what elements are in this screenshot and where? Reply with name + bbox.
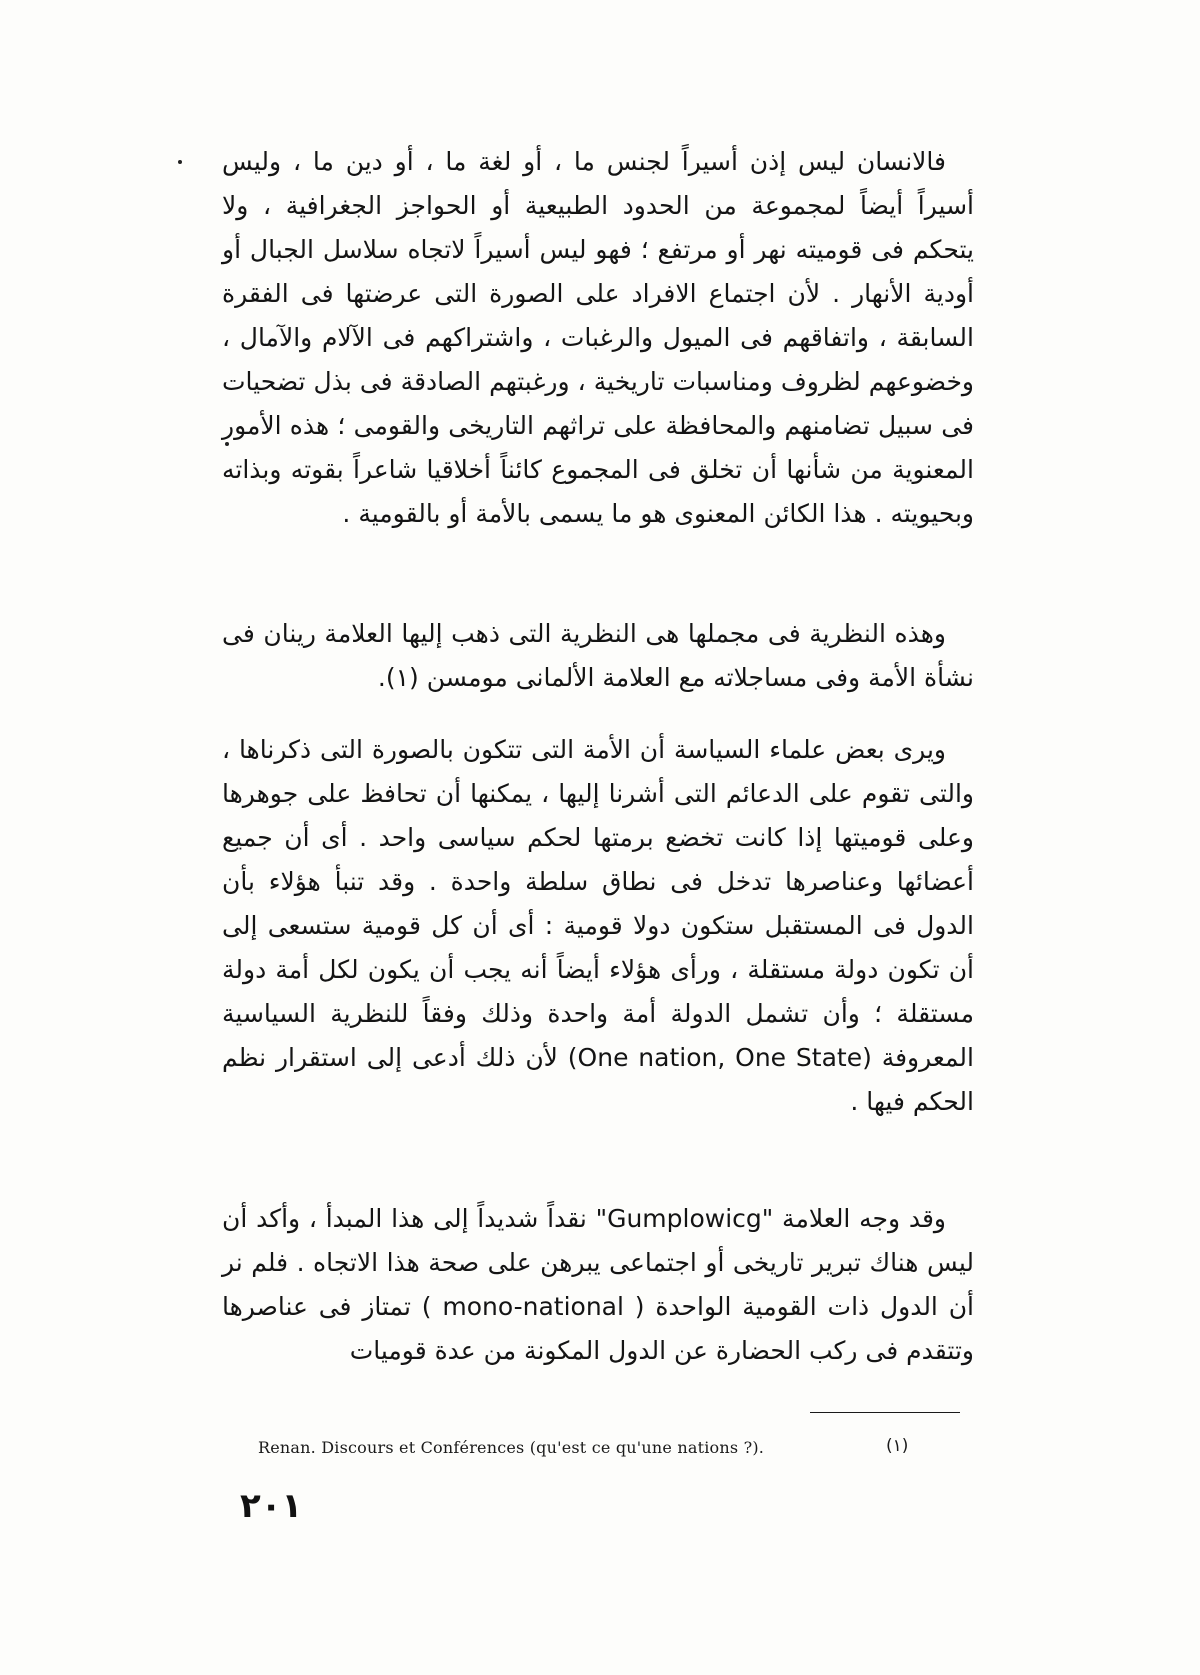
paragraph-4 [222, 1197, 974, 1373]
footnote-divider [810, 1412, 960, 1413]
paragraph-1 [222, 140, 974, 536]
paragraph-text: ويرى بعض علماء السياسة أن الأمة التى تتكون بالصورة التى ذكرناها ، والتى تقوم على الدعائم التى أشرنا إليها ، يمكنها أن تحافظ على جوهرها وعلى قوميتها إذا كانت تخضع برمتها لحكم سياسى واحد . أى أن جميع أعضائها وعناصرها تدخل فى نطاق سلطة واحدة . وقد تنبأ هؤلاء بأن الدول فى المستقبل ستكون دولا قومية : أى أن كل قومية ستسعى إلى أن تكون دولة مستقلة ، ورأى هؤلاء أيضاً أنه يجب أن يكون لكل أمة دولة مستقلة ؛ وأن تشمل الدولة أمة واحدة وذلك وفقاً للنظرية السياسية المعروفة (One nation, One State) لأن ذلك أدعى إلى استقرار نظم الحكم فيها . [222, 735, 974, 1116]
scan-speck [178, 160, 182, 164]
page-number: ٢٠١ [240, 1486, 303, 1526]
paragraph-text: وهذه النظرية فى مجملها هى النظرية التى ذهب إليها العلامة رينان فى نشأة الأمة وفى مساجلاته مع العلامة الألمانى مومسن (١). [222, 619, 974, 692]
footnote-marker: (١) [886, 1436, 909, 1456]
paragraph-text: فالانسان ليس إذن أسيراً لجنس ما ، أو لغة ما ، أو دين ما ، وليس أسيراً أيضاً لمجموعة من الحدود الطبيعية أو الحواجز الجغرافية ، ولا يتحكم فى قوميته نهر أو مرتفع ؛ فهو ليس أسيراً لاتجاه سلاسل الجبال أو أودية الأنهار . لأن اجتماع الافراد على الصورة التى عرضتها فى الفقرة السابقة ، واتفاقهم فى الميول والرغبات ، واشتراكهم فى الآلام والآمال ، وخضوعهم لظروف ومناسبات تاريخية ، ورغبتهم الصادقة فى بذل تضحيات فى سبيل تضامنهم والمحافظة على تراثهم التاريخى والقومى ؛ هذه الأمور المعنوية من شأنها أن تخلق فى المجموع كائناً أخلاقيا شاعراً بقوته وبذاته وبحيويته . هذا الكائن المعنوى هو ما يسمى بالأمة أو بالقومية . [222, 147, 974, 528]
paragraph-3 [222, 728, 974, 1124]
footnote-text: Renan. Discours et Conférences (qu'est ce qu'une nations ?). [258, 1438, 765, 1457]
paragraph-2 [222, 612, 974, 700]
paragraph-text: وقد وجه العلامة "Gumplowicg" نقداً شديداً إلى هذا المبدأ ، وأكد أن ليس هناك تبرير تاريخى أو اجتماعى يبرهن على صحة هذا الاتجاه . فلم نر أن الدول ذات القومية الواحدة ( mono-national ) تمتاز فى عناصرها وتتقدم فى ركب الحضارة عن الدول المكونة من عدة قوميات [222, 1204, 975, 1365]
